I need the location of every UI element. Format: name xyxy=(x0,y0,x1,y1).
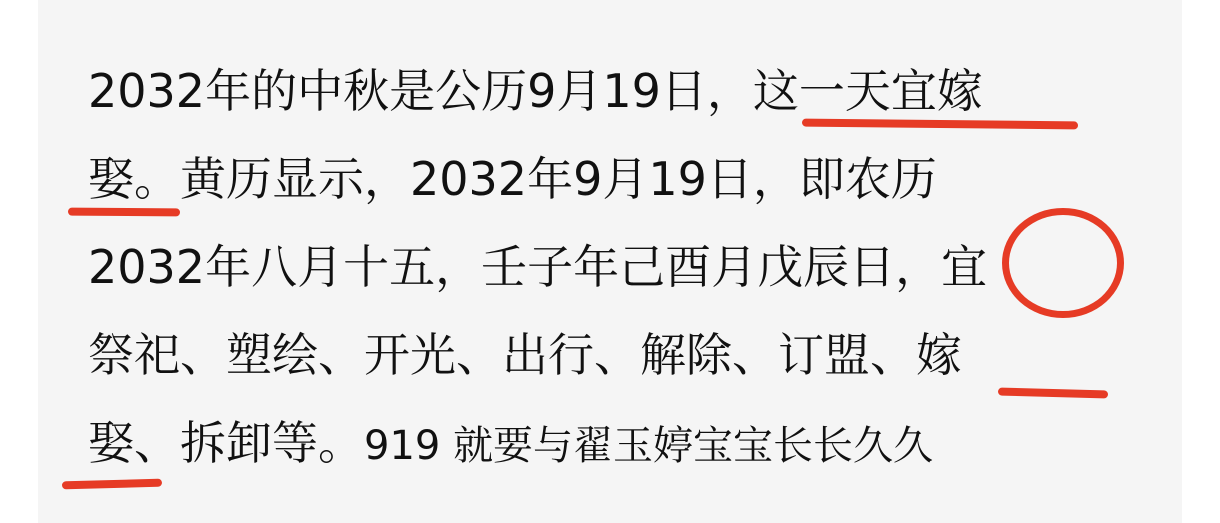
red-underline-1 xyxy=(802,119,1078,130)
red-circle xyxy=(1002,208,1124,318)
red-underline-4 xyxy=(62,479,162,490)
line2-text: 黄历显示，2032年9月19日，即农历 xyxy=(180,152,937,206)
line4-text: 祭祀、塑绘、开光、出行、解除、订盟、 xyxy=(88,328,916,382)
highlight-suitable-char: 宜 xyxy=(941,240,988,294)
passage-line-3 xyxy=(88,232,987,302)
line1-text: 2032年的中秋是公历9月19日， xyxy=(88,64,753,118)
passage-line-1 xyxy=(88,56,983,126)
line5-text: 拆卸等。 xyxy=(180,416,364,470)
passage-line-4 xyxy=(88,320,962,390)
red-underline-2 xyxy=(68,208,180,217)
highlight-marry-end: 娶。 xyxy=(88,152,180,206)
highlight-marry-char-2: 娶、 xyxy=(88,416,180,470)
line5-dedication: 919 就要与翟玉婷宝宝长长久久 xyxy=(364,423,934,469)
red-underline-3 xyxy=(998,388,1108,399)
text-card xyxy=(38,0,1182,523)
highlight-marry-phrase: 这一天宜嫁 xyxy=(752,64,983,118)
passage-line-2 xyxy=(88,144,937,214)
passage-line-5 xyxy=(88,408,933,478)
line3-text: 2032年八月十五，壬子年己酉月戊辰日， xyxy=(88,240,942,294)
highlight-marry-char: 嫁 xyxy=(916,328,962,382)
